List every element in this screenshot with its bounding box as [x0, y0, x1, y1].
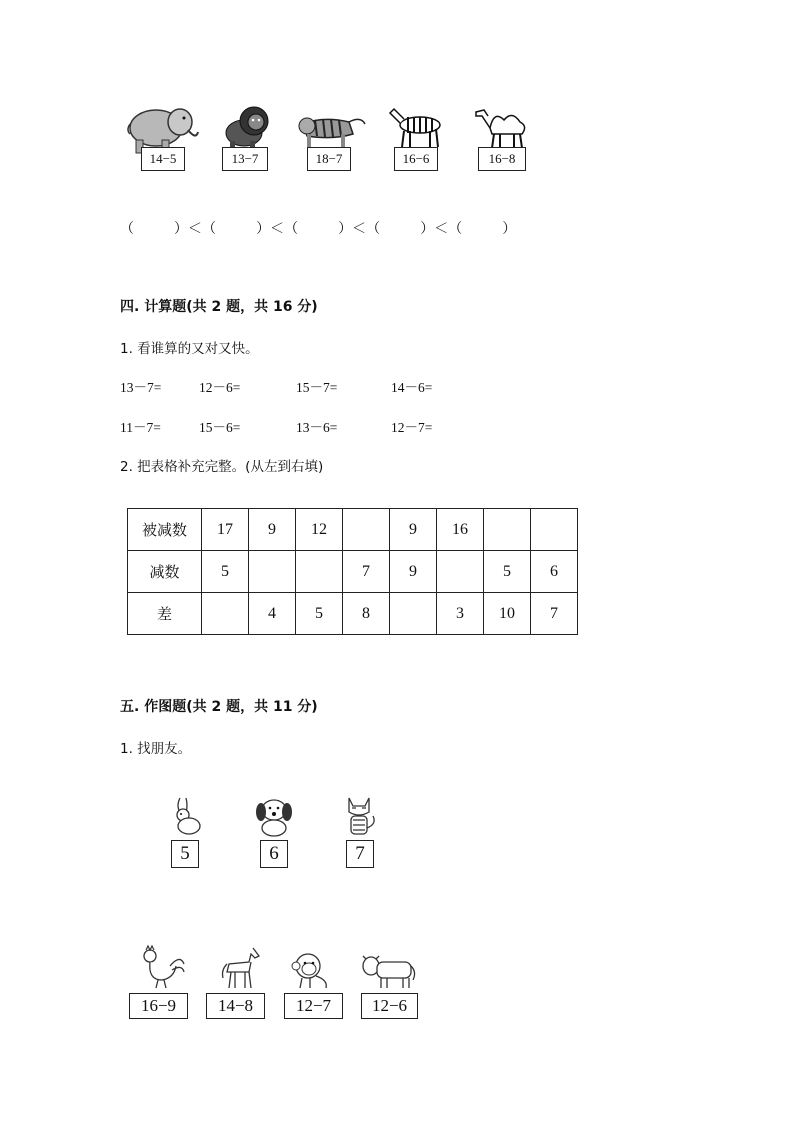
expr-box: 13−7 — [222, 147, 268, 171]
calc-item: 13－7= — [120, 380, 162, 395]
dog-icon — [253, 796, 295, 838]
row-label: 减数 — [128, 551, 202, 593]
number-box: 6 — [260, 840, 288, 868]
section-4-title: 四. 计算题(共 2 题，共 16 分) — [120, 299, 318, 315]
table-cell[interactable] — [531, 509, 578, 551]
horse-icon — [219, 944, 263, 990]
question-4-1: 1. 看谁算的又对又快。 — [120, 341, 259, 357]
table-cell[interactable]: 9 — [249, 509, 296, 551]
expr-box: 18−7 — [307, 147, 351, 171]
row-label: 差 — [128, 593, 202, 635]
table-cell[interactable]: 5 — [202, 551, 249, 593]
table-cell[interactable] — [437, 551, 484, 593]
expr-box: 14−8 — [206, 993, 265, 1019]
table-cell[interactable]: 8 — [343, 593, 390, 635]
tiger-icon — [293, 110, 367, 150]
expr-box: 14−5 — [141, 147, 185, 171]
calc-item: 15－6= — [199, 420, 241, 435]
table-cell[interactable] — [202, 593, 249, 635]
expr-box: 16−6 — [394, 147, 438, 171]
number-box: 5 — [171, 840, 199, 868]
row-label: 被减数 — [128, 509, 202, 551]
number-box: 7 — [346, 840, 374, 868]
table-cell[interactable]: 9 — [390, 551, 437, 593]
expr-box: 16−8 — [478, 147, 526, 171]
question-5-1: 1. 找朋友。 — [120, 741, 192, 757]
calc-item: 15－7= — [296, 380, 338, 395]
rabbit-icon — [168, 796, 204, 836]
table-cell[interactable]: 3 — [437, 593, 484, 635]
table-cell[interactable]: 4 — [249, 593, 296, 635]
table-cell[interactable]: 6 — [531, 551, 578, 593]
table-row — [128, 593, 578, 635]
cow-icon — [357, 950, 417, 990]
calc-item: 14－6= — [391, 380, 433, 395]
calc-item: 12－7= — [391, 420, 433, 435]
expr-box: 12−6 — [361, 993, 418, 1019]
table-cell[interactable] — [484, 509, 531, 551]
subtraction-table — [127, 508, 578, 635]
expr-box: 16−9 — [129, 993, 188, 1019]
table-cell[interactable]: 10 — [484, 593, 531, 635]
table-cell[interactable]: 16 — [437, 509, 484, 551]
calc-item: 11－7= — [120, 420, 161, 435]
calc-item: 13－6= — [296, 420, 338, 435]
zebra-icon — [386, 107, 446, 149]
table-cell[interactable]: 5 — [296, 593, 343, 635]
table-cell[interactable] — [343, 509, 390, 551]
table-cell[interactable] — [296, 551, 343, 593]
cat-icon — [339, 794, 379, 838]
lion-icon — [220, 103, 270, 151]
table-row — [128, 551, 578, 593]
table-cell[interactable]: 9 — [390, 509, 437, 551]
expr-box: 12−7 — [284, 993, 343, 1019]
table-cell[interactable] — [390, 593, 437, 635]
table-row — [128, 509, 578, 551]
table-cell[interactable]: 12 — [296, 509, 343, 551]
table-cell[interactable] — [249, 551, 296, 593]
monkey-icon — [288, 950, 332, 990]
section-5-title: 五. 作图题(共 2 题，共 11 分) — [120, 699, 318, 715]
question-4-2: 2. 把表格补充完整。(从左到右填) — [120, 459, 324, 475]
inequality-answer-line: （ ）＜（ ）＜（ ）＜（ ）＜（ ） — [120, 221, 517, 237]
camel-icon — [472, 106, 534, 150]
rooster-icon — [136, 944, 186, 990]
table-cell[interactable]: 5 — [484, 551, 531, 593]
table-cell[interactable]: 7 — [343, 551, 390, 593]
calc-item: 12－6= — [199, 380, 241, 395]
table-cell[interactable]: 17 — [202, 509, 249, 551]
table-cell[interactable]: 7 — [531, 593, 578, 635]
